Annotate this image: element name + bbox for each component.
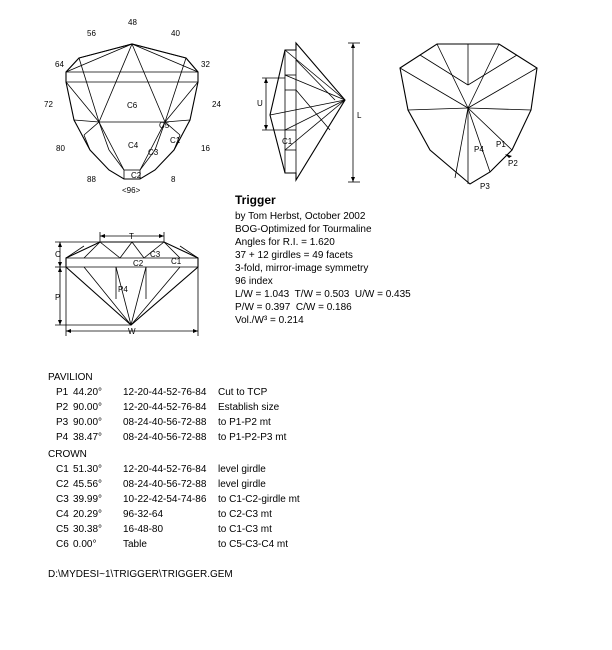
table-row [48,537,289,552]
facet-angle: 44.20° [73,387,103,398]
facet-index: 10-22-42-54-74-86 [123,494,207,505]
facet-angle: 38.47° [73,432,103,443]
index-label: 72 [44,100,53,109]
file-path: D:\MYDESI~1\TRIGGER\TRIGGER.GEM [48,569,233,580]
facet-note: to P1-P2-P3 mt [218,432,287,443]
cutting-instructions [48,368,300,552]
table-row [48,430,287,445]
facet-angle: 39.99° [73,494,103,505]
table-row [48,507,272,522]
index-label: 32 [201,60,210,69]
facet-note: level girdle [218,479,266,490]
info-line: 3-fold, mirror-image symmetry [235,263,369,274]
info-line: Vol./W³ = 0.214 [235,315,304,326]
facet-label: P1 [496,140,506,149]
index-label: 88 [87,175,96,184]
facet-label: C1 [282,137,293,146]
facet-index: 12-20-44-52-76-84 [123,387,207,398]
info-line: by Tom Herbst, October 2002 [235,211,366,222]
facet-label: C2 [133,259,144,268]
facet-index: 16-48-80 [123,524,164,535]
index-label: 56 [87,29,96,38]
facet-id: P1 [56,387,69,398]
facet-id: C3 [56,494,69,505]
facet-index: 08-24-40-56-72-88 [123,417,207,428]
facet-id: C6 [56,539,69,550]
facet-label: C3 [150,250,161,259]
facet-angle: 51.30° [73,464,103,475]
facet-label: C1 [170,136,181,145]
facet-note: to P1-P2 mt [218,417,271,428]
facet-label: C2 [131,171,142,180]
facet-angle: 90.00° [73,402,103,413]
facet-index: Table [123,539,147,550]
facet-label: C6 [127,101,138,110]
table-row [48,415,271,430]
index-label: 40 [171,29,180,38]
index-label: 24 [212,100,221,109]
facet-angle: 30.38° [73,524,103,535]
dimension-label-u: U [257,99,263,108]
facet-index: 08-24-40-56-72-88 [123,479,207,490]
facet-note: to C1-C3 mt [218,524,272,535]
facet-label: C5 [159,121,170,130]
design-info [235,194,411,327]
facet-label: P4 [118,285,128,294]
crown-header: CROWN [48,449,87,460]
profile-view-labels [55,232,182,336]
facet-angle: 45.56° [73,479,103,490]
facet-note: to C2-C3 mt [218,509,272,520]
dimension-label-w: W [128,327,136,336]
dimension-label-l: L [357,111,362,120]
facet-label: C3 [148,148,159,157]
table-row [48,400,280,415]
info-line: L/W = 1.043 T/W = 0.503 U/W = 0.435 [235,289,411,300]
facet-note: to C5-C3-C4 mt [218,539,289,550]
facet-id: P4 [56,432,69,443]
info-line: 96 index [235,276,273,287]
table-row [48,385,268,400]
facet-label: C4 [128,141,139,150]
facet-note: to C1-C2-girdle mt [218,494,300,505]
table-row [48,522,272,537]
facet-angle: 90.00° [73,417,103,428]
table-row [48,477,266,492]
dimension-label-t: T [129,232,134,241]
facet-note: Establish size [218,402,280,413]
facet-label: P4 [474,145,484,154]
facet-label: P3 [480,182,490,191]
facet-id: C1 [56,464,69,475]
index-label: <96> [122,186,141,195]
info-line: Angles for R.I. = 1.620 [235,237,335,248]
info-line: P/W = 0.397 C/W = 0.186 [235,302,352,313]
crown-top-view [66,44,198,179]
side-view [262,43,360,182]
table-row [48,462,266,477]
facet-index: 96-32-64 [123,509,164,520]
profile-view [55,232,198,336]
facet-id: C2 [56,479,69,490]
facet-note: Cut to TCP [218,387,268,398]
facet-id: C4 [56,509,69,520]
index-label: 48 [128,18,137,27]
table-row [48,492,300,507]
index-label: 8 [171,175,176,184]
facet-label: C1 [171,257,182,266]
facet-note: level girdle [218,464,266,475]
facet-id: P2 [56,402,69,413]
pavilion-header: PAVILION [48,372,93,383]
index-label: 16 [201,144,210,153]
facet-index: 08-24-40-56-72-88 [123,432,207,443]
facet-id: P3 [56,417,69,428]
facet-id: C5 [56,524,69,535]
dimension-label-p: P [55,293,61,302]
info-line: 37 + 12 girdles = 49 facets [235,250,353,261]
facet-angle: 0.00° [73,539,97,550]
facet-angle: 20.29° [73,509,103,520]
facet-index: 12-20-44-52-76-84 [123,464,207,475]
index-label: 64 [55,60,64,69]
info-line: BOG-Optimized for Tourmaline [235,224,372,235]
dimension-label-c: C [55,250,61,259]
index-label: 80 [56,144,65,153]
design-title: Trigger [235,193,276,207]
facet-index: 12-20-44-52-76-84 [123,402,207,413]
facet-label: P2 [508,159,518,168]
